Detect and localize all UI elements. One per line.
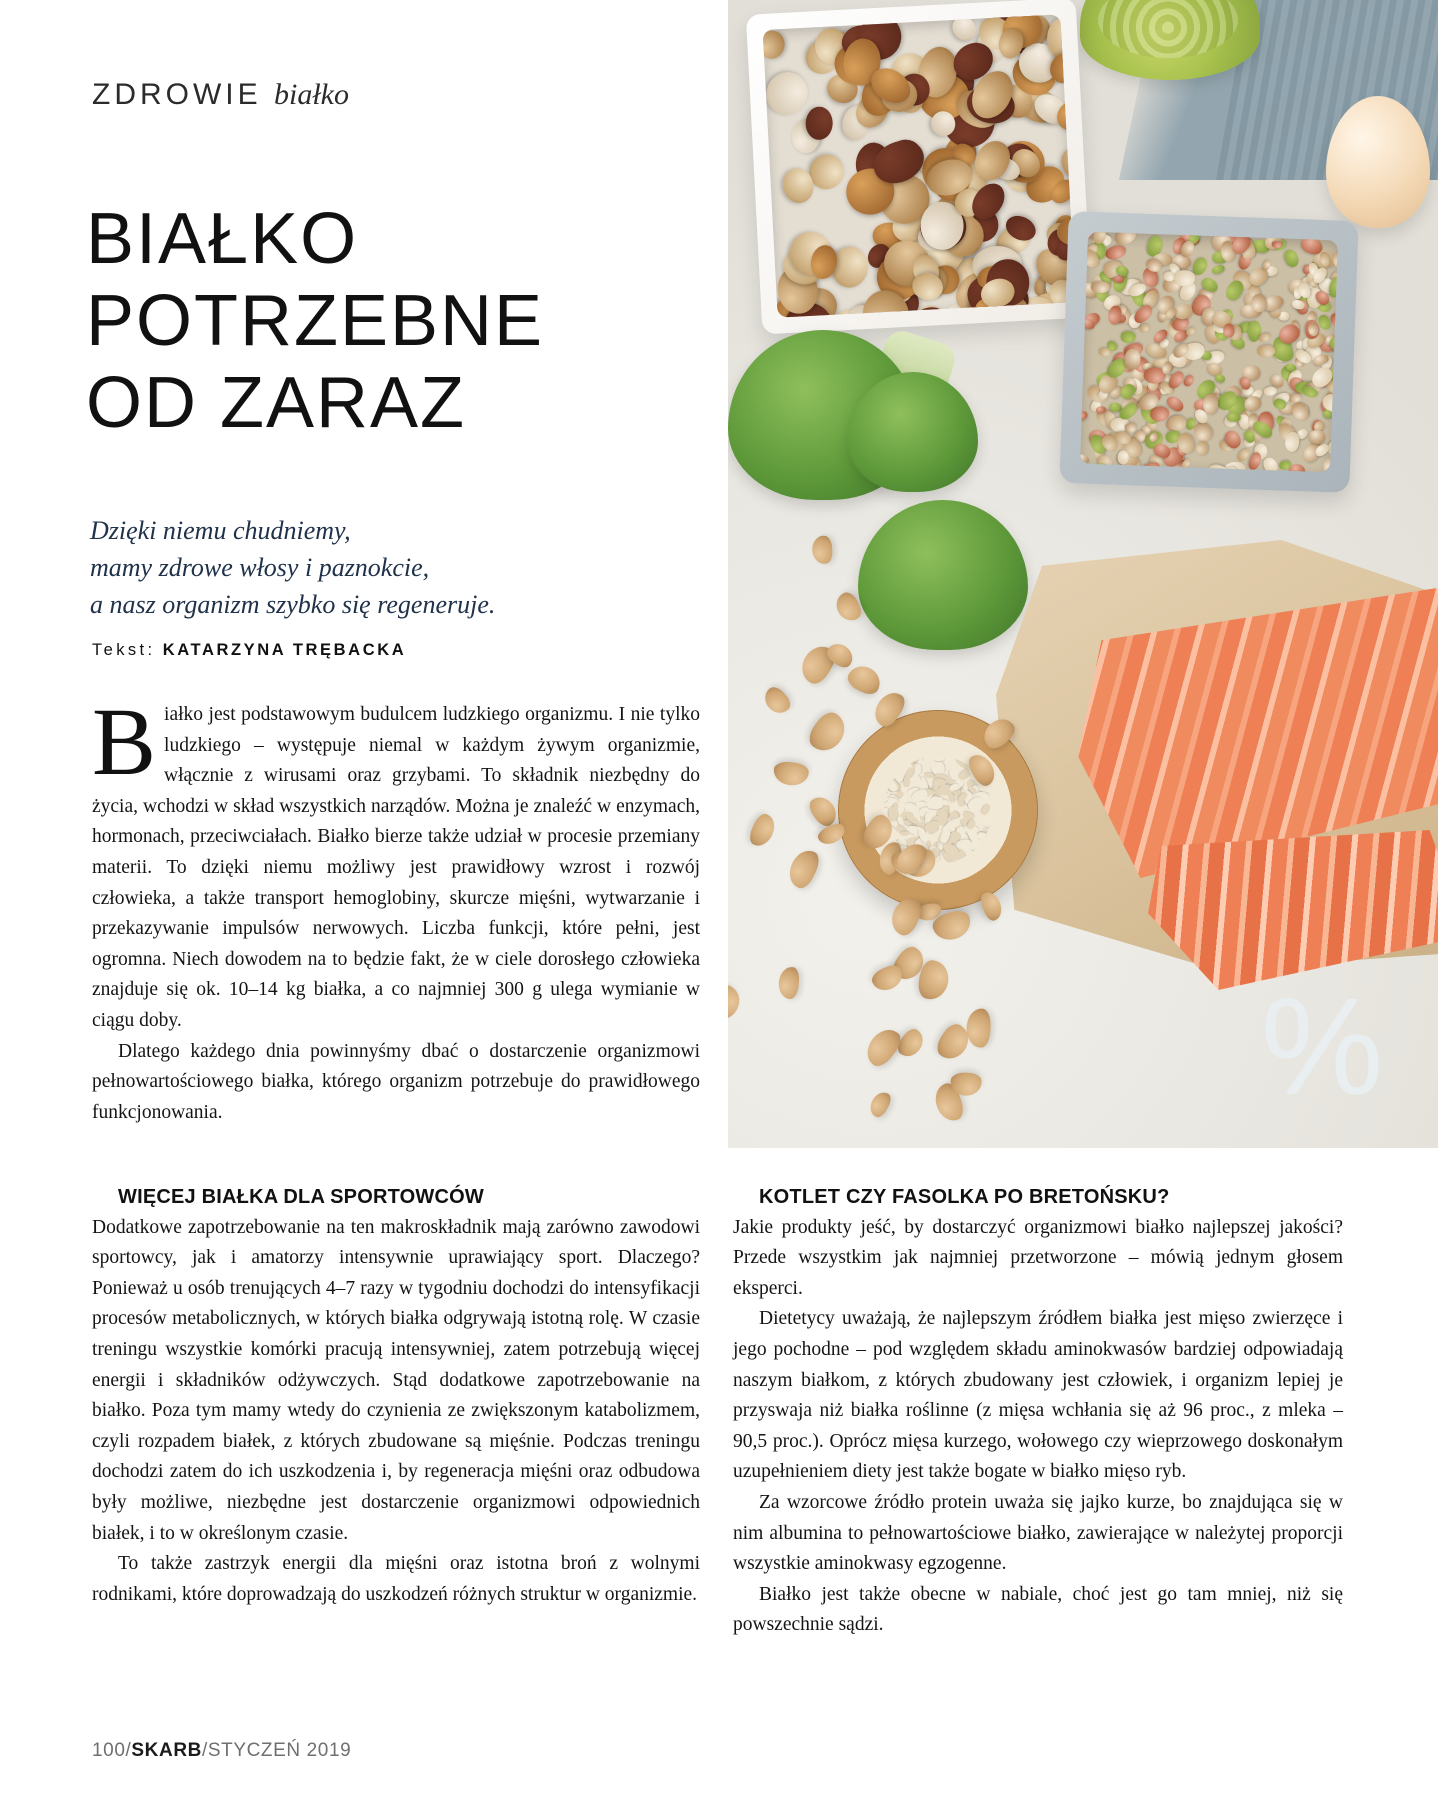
- lead-paragraph: [92, 688, 700, 1037]
- page-footer: [92, 1740, 351, 1762]
- section-right-paragraph-2: Dietetycy uważają, że najlepszym źródłem białka jest mięso zwierzęce i jego pochodne – pod względem składu aminokwasów bardziej odpowiadają naszym białkom, z których zbudowany jest człowiek, i organizm lepiej je przyswaja niż białka roślinne (z mięsa wchłania się aż 96 proc., z mleka – 90,5 proc.). Oprócz mięsa kurzego, wołowego czy wieprzowego doskonałym uzupełnieniem diety jest także bogate w białko mięso ryb.: [733, 1308, 1343, 1483]
- intro-paragraph-2: Dlatego każdego dnia powinnyśmy dbać o dostarczenie organizmowi pełnowartościowego białka, którego organizm potrzebuje do prawidłowego funkcjonowania.: [92, 1040, 700, 1123]
- section-kicker: [92, 78, 349, 112]
- page-title: [86, 198, 706, 444]
- headline-line-3: OD ZARAZ: [86, 363, 467, 443]
- dish-of-beans: [1059, 211, 1358, 493]
- almond: [966, 1008, 991, 1048]
- standfirst-line-1: Dzięki niemu chudniemy,: [90, 516, 351, 545]
- section-left-paragraph-2: To także zastrzyk energii dla mięśni oraz istotna broń z wolnymi rodnikami, które doprowadzają do uszkodzeń różnych struktur w organizmie.: [92, 1553, 700, 1605]
- drop-cap: B: [92, 688, 157, 795]
- standfirst-line-3: a nasz organizm szybko się regeneruje.: [90, 590, 496, 619]
- byline-author: KATARZYNA TRĘBACKA: [162, 641, 407, 659]
- byline: [92, 641, 406, 660]
- headline-line-2: POTRZEBNE: [86, 281, 545, 361]
- lead-paragraph-text: iałko jest podstawowym budulcem ludzkiego organizmu. I nie tylko ludzkiego – występuje niemal w każdym żywym organizmie, włącznie z wirusami oraz grzybami. To składnik niezbędny do życia, wchodzi w skład wszystkich narządów. Można je znaleźć w enzymach, hormonach, przeciwciałach. Białko bierze także udział w procesie przemiany materii. To dzięki niemu możliwy jest prawidłowy wzrost i rozwój człowieka, a także transport hemoglobiny, skurcze mięśni, wytwarzanie i przekazywanie impulsów nerwowych. Liczba funkcji, które pełni, jest ogromna. Niech dowodem na to będzie fakt, że w ciele dorosłego człowieka znajduje się ok. 10–14 kg białka, a co najmniej 300 g ulega wymianie w ciągu doby.: [92, 704, 700, 1031]
- folio-separator: /: [125, 1740, 132, 1761]
- bowl-of-nuts: [746, 0, 1092, 334]
- section-heading-kotlet: KOTLET CZY FASOLKA PO BRETOŃSKU?: [759, 1186, 1170, 1208]
- section-right-paragraph-3: Za wzorcowe źródło protein uważa się jajko kurze, bo znajdująca się w nim albumina to pełnowartościowe białko, zawierające w należytej proporcji wszystkie aminokwasy egzogenne.: [733, 1491, 1343, 1575]
- article-standfirst: [90, 512, 690, 623]
- folio-magazine: SKARB: [131, 1740, 202, 1761]
- article-hero-photo: [728, 0, 1438, 1148]
- section-right-paragraph-4: Białko jest także obecne w nabiale, choć jest go tam mniej, niż się powszechnie sądzi.: [733, 1583, 1343, 1636]
- section-heading-sportowcy: WIĘCEJ BIAŁKA DLA SPORTOWCÓW: [118, 1186, 484, 1208]
- article-section-left: [92, 1182, 700, 1610]
- section-left-paragraph-1: Dodatkowe zapotrzebowanie na ten makroskładnik mają zarówno zawodowi sportowcy, jak i amatorzy intensywnie uprawiający sport. Dlaczego? Ponieważ u osób trenujących 4–7 razy w tygodniu dochodzi do intensyfikacji procesów metabolicznych, w których białka odgrywają istotną rolę. W czasie treningu wszystkie komórki pracują intensywniej, zatem potrzebują więcej energii i składników odżywczych. Stąd dodatkowe zapotrzebowanie na białko. Poza tym mamy wtedy do czynienia ze zwiększonym katabolizmem, czyli rozpadem białek, z których zbudowane są mięśnie. Podczas treningu dochodzi zatem do ich uszkodzenia i, by regeneracja mięśni oraz odbudowa były możliwe, niezbędne jest dostarczenie organizmowi odpowiednich białek, i to w określonym czasie.: [92, 1216, 700, 1544]
- article-section-right: [733, 1182, 1343, 1641]
- folio-separator-2: /: [201, 1740, 208, 1761]
- standfirst-line-2: mamy zdrowe włosy i paznokcie,: [90, 553, 430, 582]
- percent-watermark: %: [1260, 970, 1384, 1124]
- kicker-topic: białko: [274, 78, 349, 111]
- headline-line-1: BIAŁKO: [86, 199, 359, 279]
- article-body-intro: [92, 688, 700, 1128]
- byline-label: Tekst:: [92, 641, 156, 659]
- folio-page-number: 100: [92, 1740, 126, 1761]
- section-right-paragraph-1: Jakie produkty jeść, by dostarczyć organizmowi białko najlepszej jakości? Przede wszystkim jak najmniej przetworzone – mówią jednym głosem eksperci.: [733, 1216, 1343, 1299]
- folio-issue: STYCZEŃ 2019: [207, 1740, 352, 1761]
- kicker-text: ZDROWIE: [92, 78, 262, 111]
